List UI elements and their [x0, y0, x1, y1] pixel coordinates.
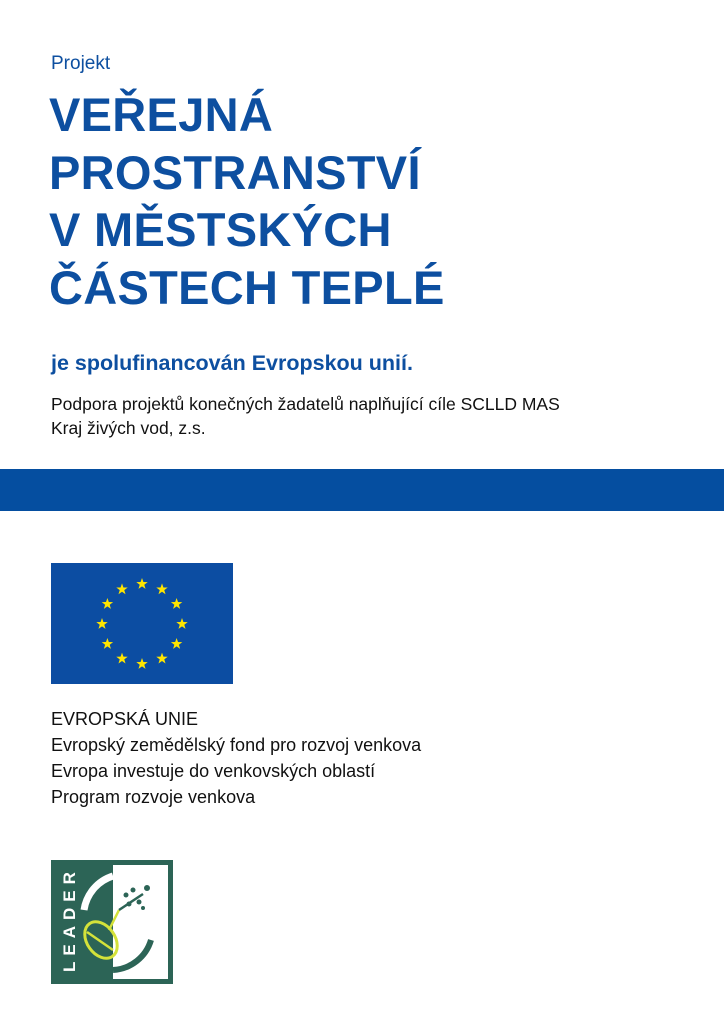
title-line: ČÁSTECH TEPLÉ [49, 260, 445, 314]
description-line: Podpora projektů konečných žadatelů naplňující cíle SCLLD MAS [51, 394, 560, 414]
description-line: Kraj živých vod, z.s. [51, 418, 206, 438]
title-line: VEŘEJNÁ [49, 88, 274, 141]
fund-name: Evropský zemědělský fond pro rozvoj venkova [51, 735, 422, 755]
blue-divider-band [0, 469, 724, 511]
title-line: PROSTRANSTVÍ [49, 145, 421, 199]
eu-title: EVROPSKÁ UNIE [51, 709, 199, 729]
project-description [51, 392, 560, 440]
svg-text:LEADER: LEADER [60, 866, 79, 972]
eu-funding-text [51, 706, 421, 810]
cofinancing-statement: je spolufinancován Evropskou unií. [51, 351, 413, 375]
project-title [49, 86, 445, 316]
title-line: V MĚSTSKÝCH [49, 203, 392, 256]
leader-logo-icon [51, 860, 173, 984]
eu-flag-icon [51, 563, 233, 684]
project-label: Projekt [51, 53, 111, 74]
slogan: Evropa investuje do venkovských oblastí [51, 761, 376, 781]
program-name: Program rozvoje venkova [51, 787, 256, 807]
